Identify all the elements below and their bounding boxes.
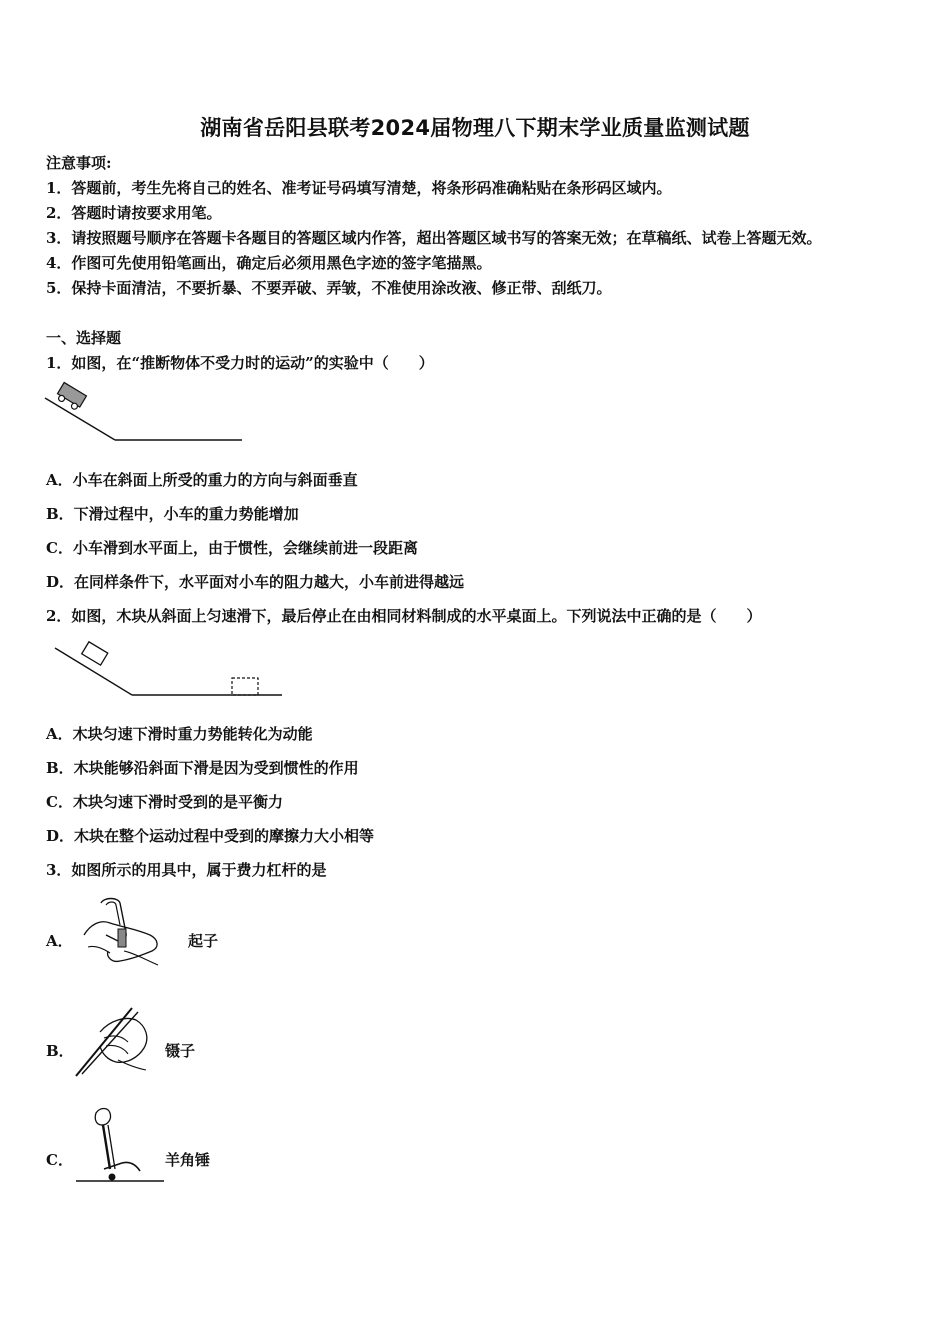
question-2-option-c[interactable]: C．木块匀速下滑时受到的是平衡力 bbox=[46, 793, 283, 811]
claw-hammer-icon bbox=[74, 1105, 169, 1185]
question-1-option-b[interactable]: B．下滑过程中，小车的重力势能增加 bbox=[46, 505, 299, 523]
incline-cart-figure bbox=[40, 380, 250, 450]
notice-item: 4．作图可先使用铅笔画出，确定后必须用黑色字迹的签字笔描黑。 bbox=[46, 254, 492, 272]
notice-item: 1．答题前，考生先将自己的姓名、准考证号码填写清楚，将条形码准确粘贴在条形码区域内。 bbox=[46, 179, 672, 197]
question-3-option-a-letter[interactable]: A． bbox=[46, 932, 73, 950]
notice-heading: 注意事项: bbox=[46, 154, 112, 172]
question-3-option-c-label[interactable]: 羊角锤 bbox=[165, 1151, 211, 1169]
question-3-option-c-letter[interactable]: C． bbox=[46, 1151, 73, 1169]
question-3-option-b-letter[interactable]: B． bbox=[46, 1042, 74, 1060]
incline-block-figure bbox=[50, 640, 290, 700]
question-2-option-a[interactable]: A．木块匀速下滑时重力势能转化为动能 bbox=[46, 725, 313, 743]
notice-item: 5．保持卡面清洁，不要折暴、不要弄破、弄皱，不准使用涂改液、修正带、刮纸刀。 bbox=[46, 279, 612, 297]
question-2-option-d[interactable]: D．木块在整个运动过程中受到的摩擦力大小相等 bbox=[46, 827, 375, 845]
question-2-option-b[interactable]: B．木块能够沿斜面下滑是因为受到惯性的作用 bbox=[46, 759, 359, 777]
question-1-option-c[interactable]: C．小车滑到水平面上，由于惯性，会继续前进一段距离 bbox=[46, 539, 418, 557]
question-1-option-d[interactable]: D．在同样条件下，水平面对小车的阻力越大，小车前进得越远 bbox=[46, 573, 465, 591]
notice-item: 3．请按照题号顺序在答题卡各题目的答题区域内作答，超出答题区域书写的答案无效；在草稿纸、试卷上答题无效。 bbox=[46, 229, 822, 247]
question-1-option-a[interactable]: A．小车在斜面上所受的重力的方向与斜面垂直 bbox=[46, 471, 358, 489]
question-3-option-b-label[interactable]: 镊子 bbox=[165, 1042, 196, 1060]
notice-item: 2．答题时请按要求用笔。 bbox=[46, 204, 222, 222]
bottle-opener-icon bbox=[76, 895, 176, 970]
exam-title: 湖南省岳阳县联考2024届物理八下期末学业质量监测试题 bbox=[200, 116, 750, 140]
question-3-option-a-label[interactable]: 起子 bbox=[188, 932, 219, 950]
tweezers-icon bbox=[70, 1002, 160, 1082]
section-heading: 一、选择题 bbox=[46, 329, 122, 347]
question-2-stem: 2．如图，木块从斜面上匀速滑下，最后停止在由相同材料制成的水平桌面上。下列说法中正确的是（ ） bbox=[46, 607, 762, 625]
question-3-stem: 3．如图所示的用具中，属于费力杠杆的是 bbox=[46, 861, 327, 879]
question-1-stem: 1．如图，在“推断物体不受力时的运动”的实验中（ ） bbox=[46, 354, 434, 372]
